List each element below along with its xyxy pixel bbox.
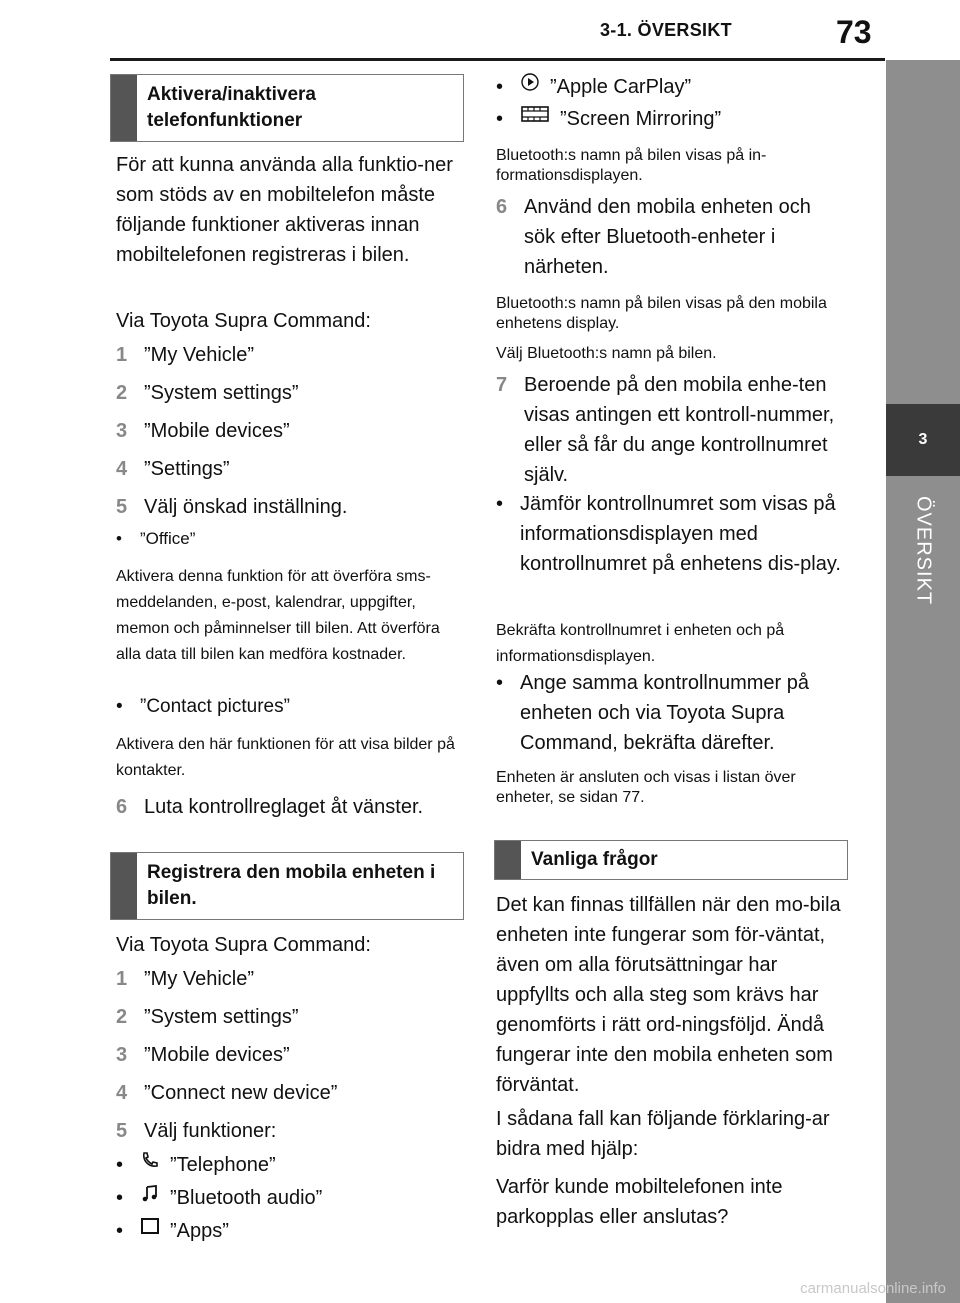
feature-item-apple-carplay: • ”Apple CarPlay” xyxy=(496,72,846,102)
section-box-faq xyxy=(494,840,848,880)
apps-icon xyxy=(140,1216,160,1236)
steps-list-2 xyxy=(116,964,461,1146)
step-item: 4 ”Settings” xyxy=(116,458,230,480)
section-box-phone-functions xyxy=(110,74,464,142)
bluetooth-note-1: Bluetooth:s namn på bilen visas på in-formationsdisplayen. xyxy=(496,147,767,184)
confirm-note: Bekräfta kontrollnumret i enheten och på informationsdisplayen. xyxy=(496,622,785,665)
feature-list-right xyxy=(496,72,846,134)
section-title: 3-1. ÖVERSIKT xyxy=(600,20,732,40)
intro-paragraph: För att kunna använda alla funktio-ner som stöds av en mobiltelefon måste följande funktioner aktiveras innan mobiltelefonen registreras i bilen. xyxy=(116,154,453,266)
bluetooth-note-3: Välj Bluetooth:s namn på bilen. xyxy=(496,345,717,362)
bullet-contact-pictures: • ”Contact pictures” xyxy=(116,696,290,717)
bullet-enter-code: • Ange samma kontrollnummer på enheten och via Toyota Supra Command, bekräfta därefter. xyxy=(496,672,810,754)
side-tab-upper xyxy=(886,60,960,404)
step-item: 1 ”My Vehicle” xyxy=(116,344,255,366)
step-item: 7 Beroende på den mobila enhe-ten visas antingen ett kontroll-nummer, eller så får du ange kontrollnumret själv. xyxy=(496,374,835,486)
step-item: 6 Luta kontrollreglaget åt vänster. xyxy=(116,796,424,818)
step-item: 1 ”My Vehicle” xyxy=(116,968,255,990)
telephone-icon xyxy=(140,1150,160,1170)
step-item: 3 ”Mobile devices” xyxy=(116,420,290,442)
feature-item-telephone: • ”Telephone” xyxy=(116,1150,461,1180)
feature-item-bluetooth-audio: • ”Bluetooth audio” xyxy=(116,1183,461,1213)
page-number: 73 xyxy=(836,14,872,50)
connected-note: Enheten är ansluten och visas i listan över enheter, se sidan 77. xyxy=(496,769,796,806)
side-tab-label: ÖVERSIKT xyxy=(912,496,935,606)
bluetooth-note-2: Bluetooth:s namn på bilen visas på den mobila enhetens display. xyxy=(496,295,827,332)
header-rule xyxy=(110,58,885,61)
watermark-footer: carmanualsonline.info xyxy=(800,1280,946,1297)
feature-list-left xyxy=(116,1150,461,1246)
step-item: 2 ”System settings” xyxy=(116,382,299,404)
screen-mirroring-icon xyxy=(520,104,550,124)
music-note-icon xyxy=(140,1183,160,1203)
section-title-register-device: Registrera den mobila enheten i bilen. xyxy=(147,862,436,909)
bullet-office: • ”Office” xyxy=(116,529,196,548)
faq-paragraph-3: Varför kunde mobiltelefonen inte parkopplas eller anslutas? xyxy=(496,1176,783,1228)
section-title-faq: Vanliga frågor xyxy=(531,849,658,870)
play-circle-icon xyxy=(520,72,540,92)
feature-item-screen-mirroring: • ”Screen Mirroring” xyxy=(496,104,846,134)
office-note: Aktivera denna funktion för att överföra sms-meddelanden, e-post, kalendrar, uppgifter, memon och påminnelser till bilen. Att överföra alla data till bilen kan medföra kostnader. xyxy=(116,568,440,663)
section-title-phone-functions: Aktivera/inaktivera telefonfunktioner xyxy=(147,84,316,131)
faq-paragraph-2: I sådana fall kan följande förklaring-ar bidra med hjälp: xyxy=(496,1108,830,1160)
step-item: 2 ”System settings” xyxy=(116,1006,299,1028)
steps-list-1 xyxy=(116,340,461,522)
via-command-1: Via Toyota Supra Command: xyxy=(116,310,371,332)
bullet-compare-code: • Jämför kontrollnumret som visas på informationsdisplayen med kontrollnumret på enhetens dis-play. xyxy=(496,493,841,575)
step-item: 3 ”Mobile devices” xyxy=(116,1044,290,1066)
step-item: 4 ”Connect new device” xyxy=(116,1082,338,1104)
via-command-2: Via Toyota Supra Command: xyxy=(116,934,371,956)
feature-item-apps: • ”Apps” xyxy=(116,1216,461,1246)
section-box-register-device xyxy=(110,852,464,920)
contact-note: Aktivera den här funktionen för att visa bilder på kontakter. xyxy=(116,736,455,779)
side-tab-number: 3 xyxy=(886,404,960,476)
step-item: 5 Välj funktioner: xyxy=(116,1120,277,1142)
step-item: 6 Använd den mobila enheten och sök efter Bluetooth-enheter i närheten. xyxy=(496,196,811,278)
step-item: 5 Välj önskad inställning. xyxy=(116,496,348,518)
faq-paragraph-1: Det kan finnas tillfällen när den mo-bila enheten inte fungerar som för-väntat, även om alla förutsättningar har uppfyllts och alla steg som krävs har genomförts i rätt ord-ningsföljd. Ändå fungerar inte den mobila enheten som förväntat. xyxy=(496,894,841,1096)
